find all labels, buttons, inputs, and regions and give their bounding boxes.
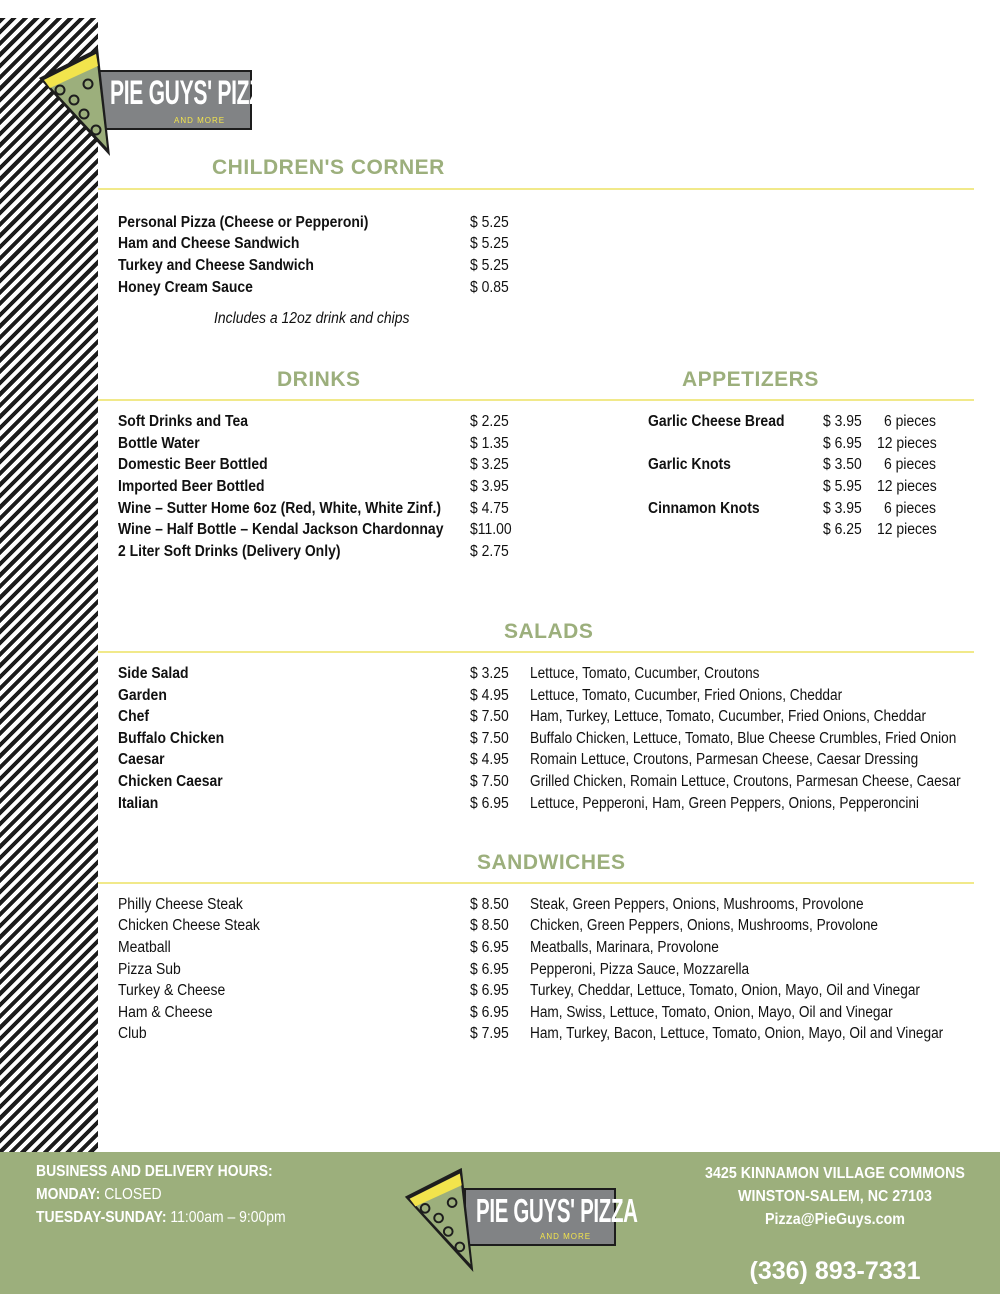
salads-title: SALADS <box>504 620 594 643</box>
tuesday-sunday-hours: TUESDAY-SUNDAY: 11:00am – 9:00pm <box>36 1209 286 1226</box>
brand-tagline: AND MORE <box>174 116 226 125</box>
striped-sidebar <box>0 18 98 1152</box>
sandwiches-title: SANDWICHES <box>477 851 626 874</box>
childrens-corner-title: CHILDREN'S CORNER <box>212 156 445 179</box>
email-link[interactable]: Pizza@PieGuys.com <box>765 1211 905 1228</box>
address-line-1: 3425 KINNAMON VILLAGE COMMONS <box>705 1165 965 1182</box>
header-logo <box>36 44 277 156</box>
salads-rule <box>98 651 974 653</box>
monday-hours: MONDAY: CLOSED <box>36 1186 162 1203</box>
childrens-note: Includes a 12oz drink and chips <box>214 310 410 327</box>
appetizers-title: APPETIZERS <box>682 368 819 391</box>
drinks-rule <box>98 399 974 401</box>
address-line-2: WINSTON-SALEM, NC 27103 <box>738 1188 932 1205</box>
brand-tagline: AND MORE <box>540 1232 592 1241</box>
hours-title: BUSINESS AND DELIVERY HOURS: <box>36 1163 273 1180</box>
childrens-corner-rule <box>98 188 974 190</box>
brand-name: PIE GUYS' PIZZA <box>476 1192 638 1229</box>
brand-name: PIE GUYS' PIZZA <box>110 74 277 112</box>
drinks-title: DRINKS <box>277 368 361 391</box>
footer-logo <box>400 1164 638 1272</box>
sandwiches-rule <box>98 882 974 884</box>
phone-number[interactable]: (336) 893-7331 <box>749 1257 921 1285</box>
